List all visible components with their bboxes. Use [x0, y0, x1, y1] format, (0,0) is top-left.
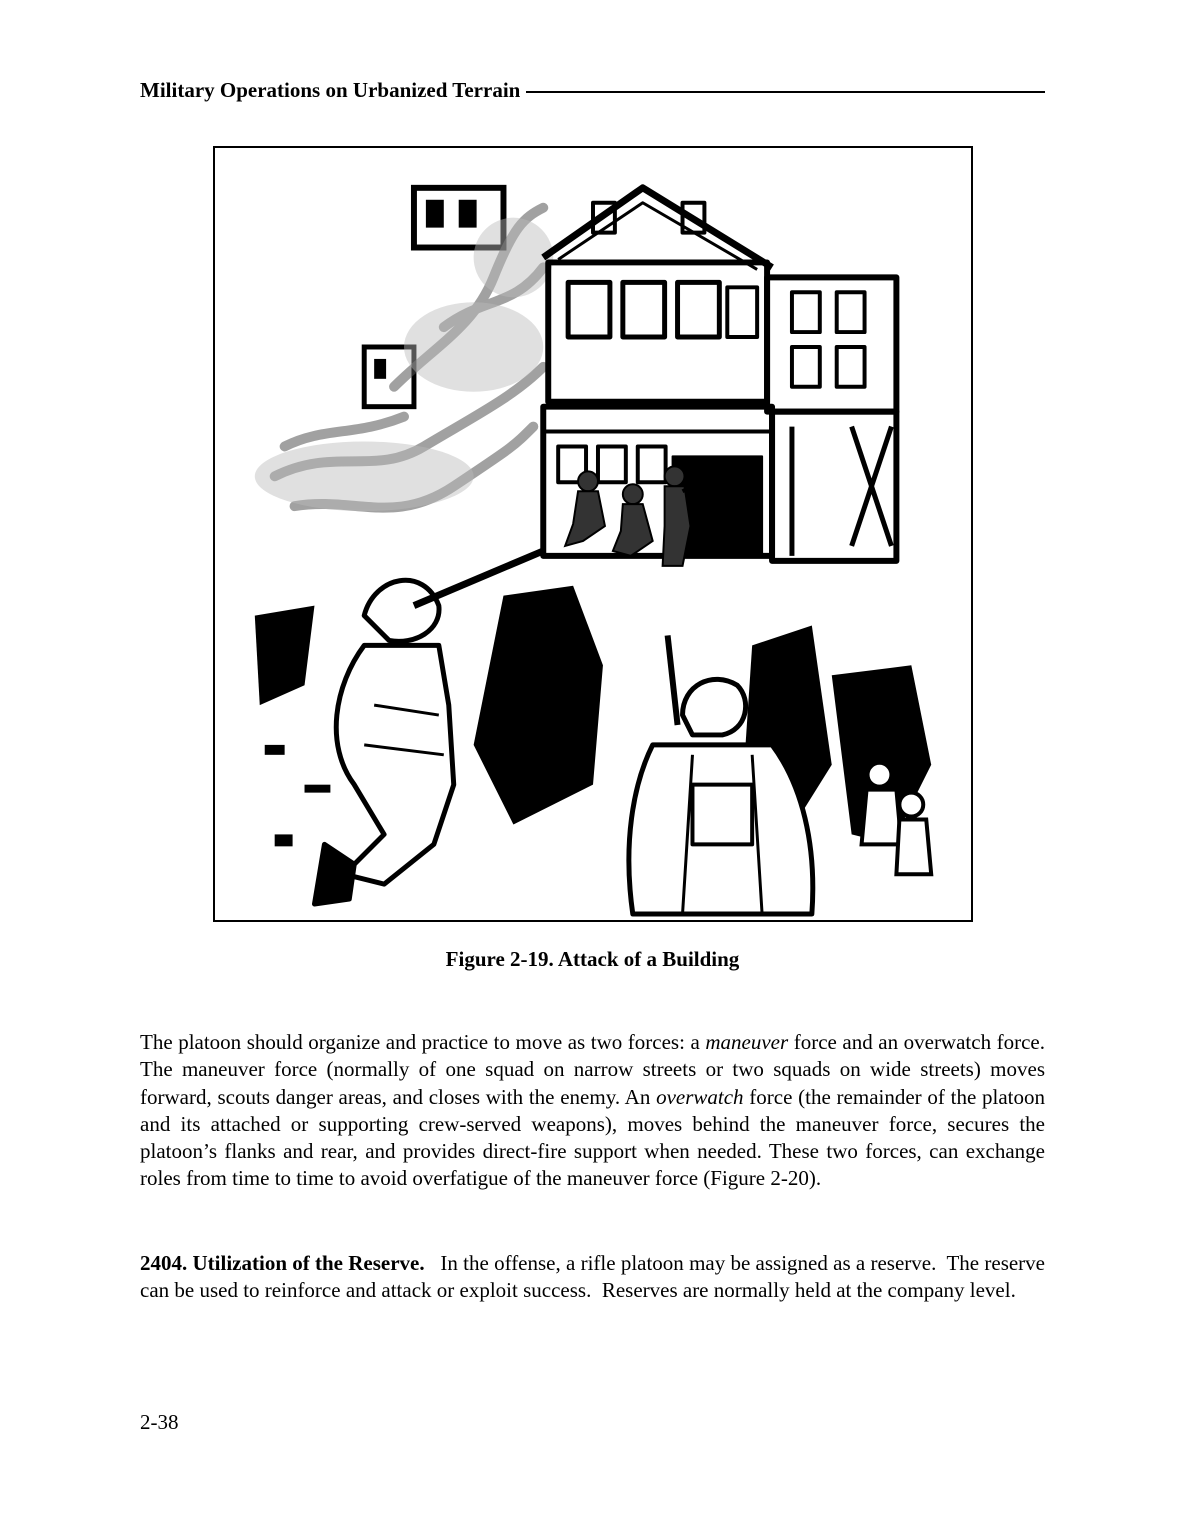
running-header: [140, 78, 1045, 103]
header-rule: [526, 91, 1045, 93]
document-title: Military Operations on Urbanized Terrain: [140, 78, 521, 102]
section-text: In the offense, a rifle platoon may be assigned as a reserve. The reserve can be used to reinforce and attack or exploit success. Reserves are normally held at the company level.: [140, 1251, 1051, 1303]
section-heading: 2404. Utilization of the Reserve.: [140, 1251, 425, 1275]
body-paragraph-1: [140, 1029, 1045, 1193]
page-number: 2-38: [140, 1410, 179, 1434]
figure-attack-of-building: [213, 146, 973, 922]
paragraph-text: force (the remainder of the platoon and its attached or supporting crew-served weapons), moves behind the maneuver force, secures the platoon’s flanks and rear, and provides direct-fire support when needed. These two forces, can exchange roles from time to time to avoid overfatigue of the maneuver force (Figure 2-20).: [140, 1084, 1045, 1191]
emphasis-overwatch: overwatch: [656, 1084, 744, 1109]
paragraph-text: The platoon should organize and practice to move as two forces: a: [140, 1030, 706, 1054]
emphasis-maneuver: maneuver: [705, 1030, 789, 1054]
figure-caption: Figure 2-19. Attack of a Building: [445, 947, 740, 971]
section-2404-paragraph: [140, 1250, 1051, 1305]
paragraph-text: force and an overwatch force. The maneuver force (normally of one squad on narrow streets or two squads on wide streets) moves forward, scouts danger areas, and closes with the enemy. An: [140, 1030, 1045, 1109]
illustration-soldiers-attacking-building: [215, 148, 971, 920]
smoke-shading: [255, 218, 553, 511]
